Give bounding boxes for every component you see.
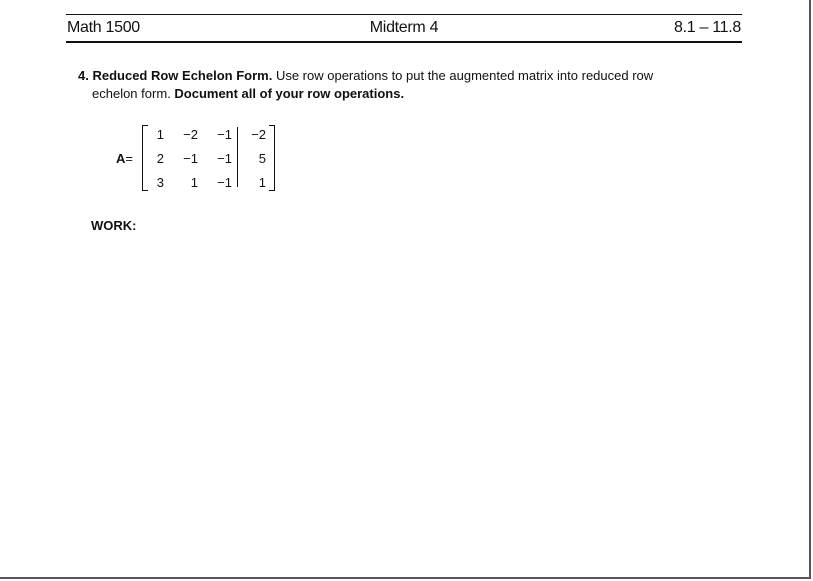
exam-title: Midterm 4 [369, 19, 439, 36]
question-title: Reduced Row Echelon Form. [92, 68, 273, 83]
matrix-label: A= [116, 151, 133, 166]
matrix-cell: 1 [258, 175, 266, 190]
question-line-2 [78, 85, 738, 103]
section-range: 8.1 – 11.8 [674, 19, 741, 36]
question-instruction-cont: echelon form. [92, 86, 171, 101]
matrix-cell: −2 [183, 127, 198, 142]
question-line-1 [78, 67, 738, 85]
matrix-cell: 3 [156, 175, 164, 190]
header-bottom-rule [66, 41, 742, 43]
work-label: WORK: [91, 218, 137, 233]
matrix-cell: −1 [217, 127, 232, 142]
matrix-cell: 1 [190, 175, 198, 190]
question-instruction: Use row operations to put the augmented matrix into reduced row [275, 68, 654, 83]
question-block [78, 67, 738, 103]
question-number: 4. [78, 68, 89, 83]
matrix-cell: 1 [156, 127, 164, 142]
matrix-cell: −1 [217, 175, 232, 190]
question-emphasis: Document all of your row operations. [174, 86, 405, 101]
matrix-cell: −2 [251, 127, 266, 142]
header-top-rule [66, 14, 742, 15]
augmentation-bar [237, 127, 238, 187]
page-header [66, 14, 742, 42]
matrix-cell: 5 [258, 151, 266, 166]
matrix-right-bracket [269, 125, 275, 191]
course-name: Math 1500 [67, 19, 140, 36]
matrix-cell: −1 [217, 151, 232, 166]
matrix-cell: 2 [156, 151, 164, 166]
matrix-cell: −1 [183, 151, 198, 166]
